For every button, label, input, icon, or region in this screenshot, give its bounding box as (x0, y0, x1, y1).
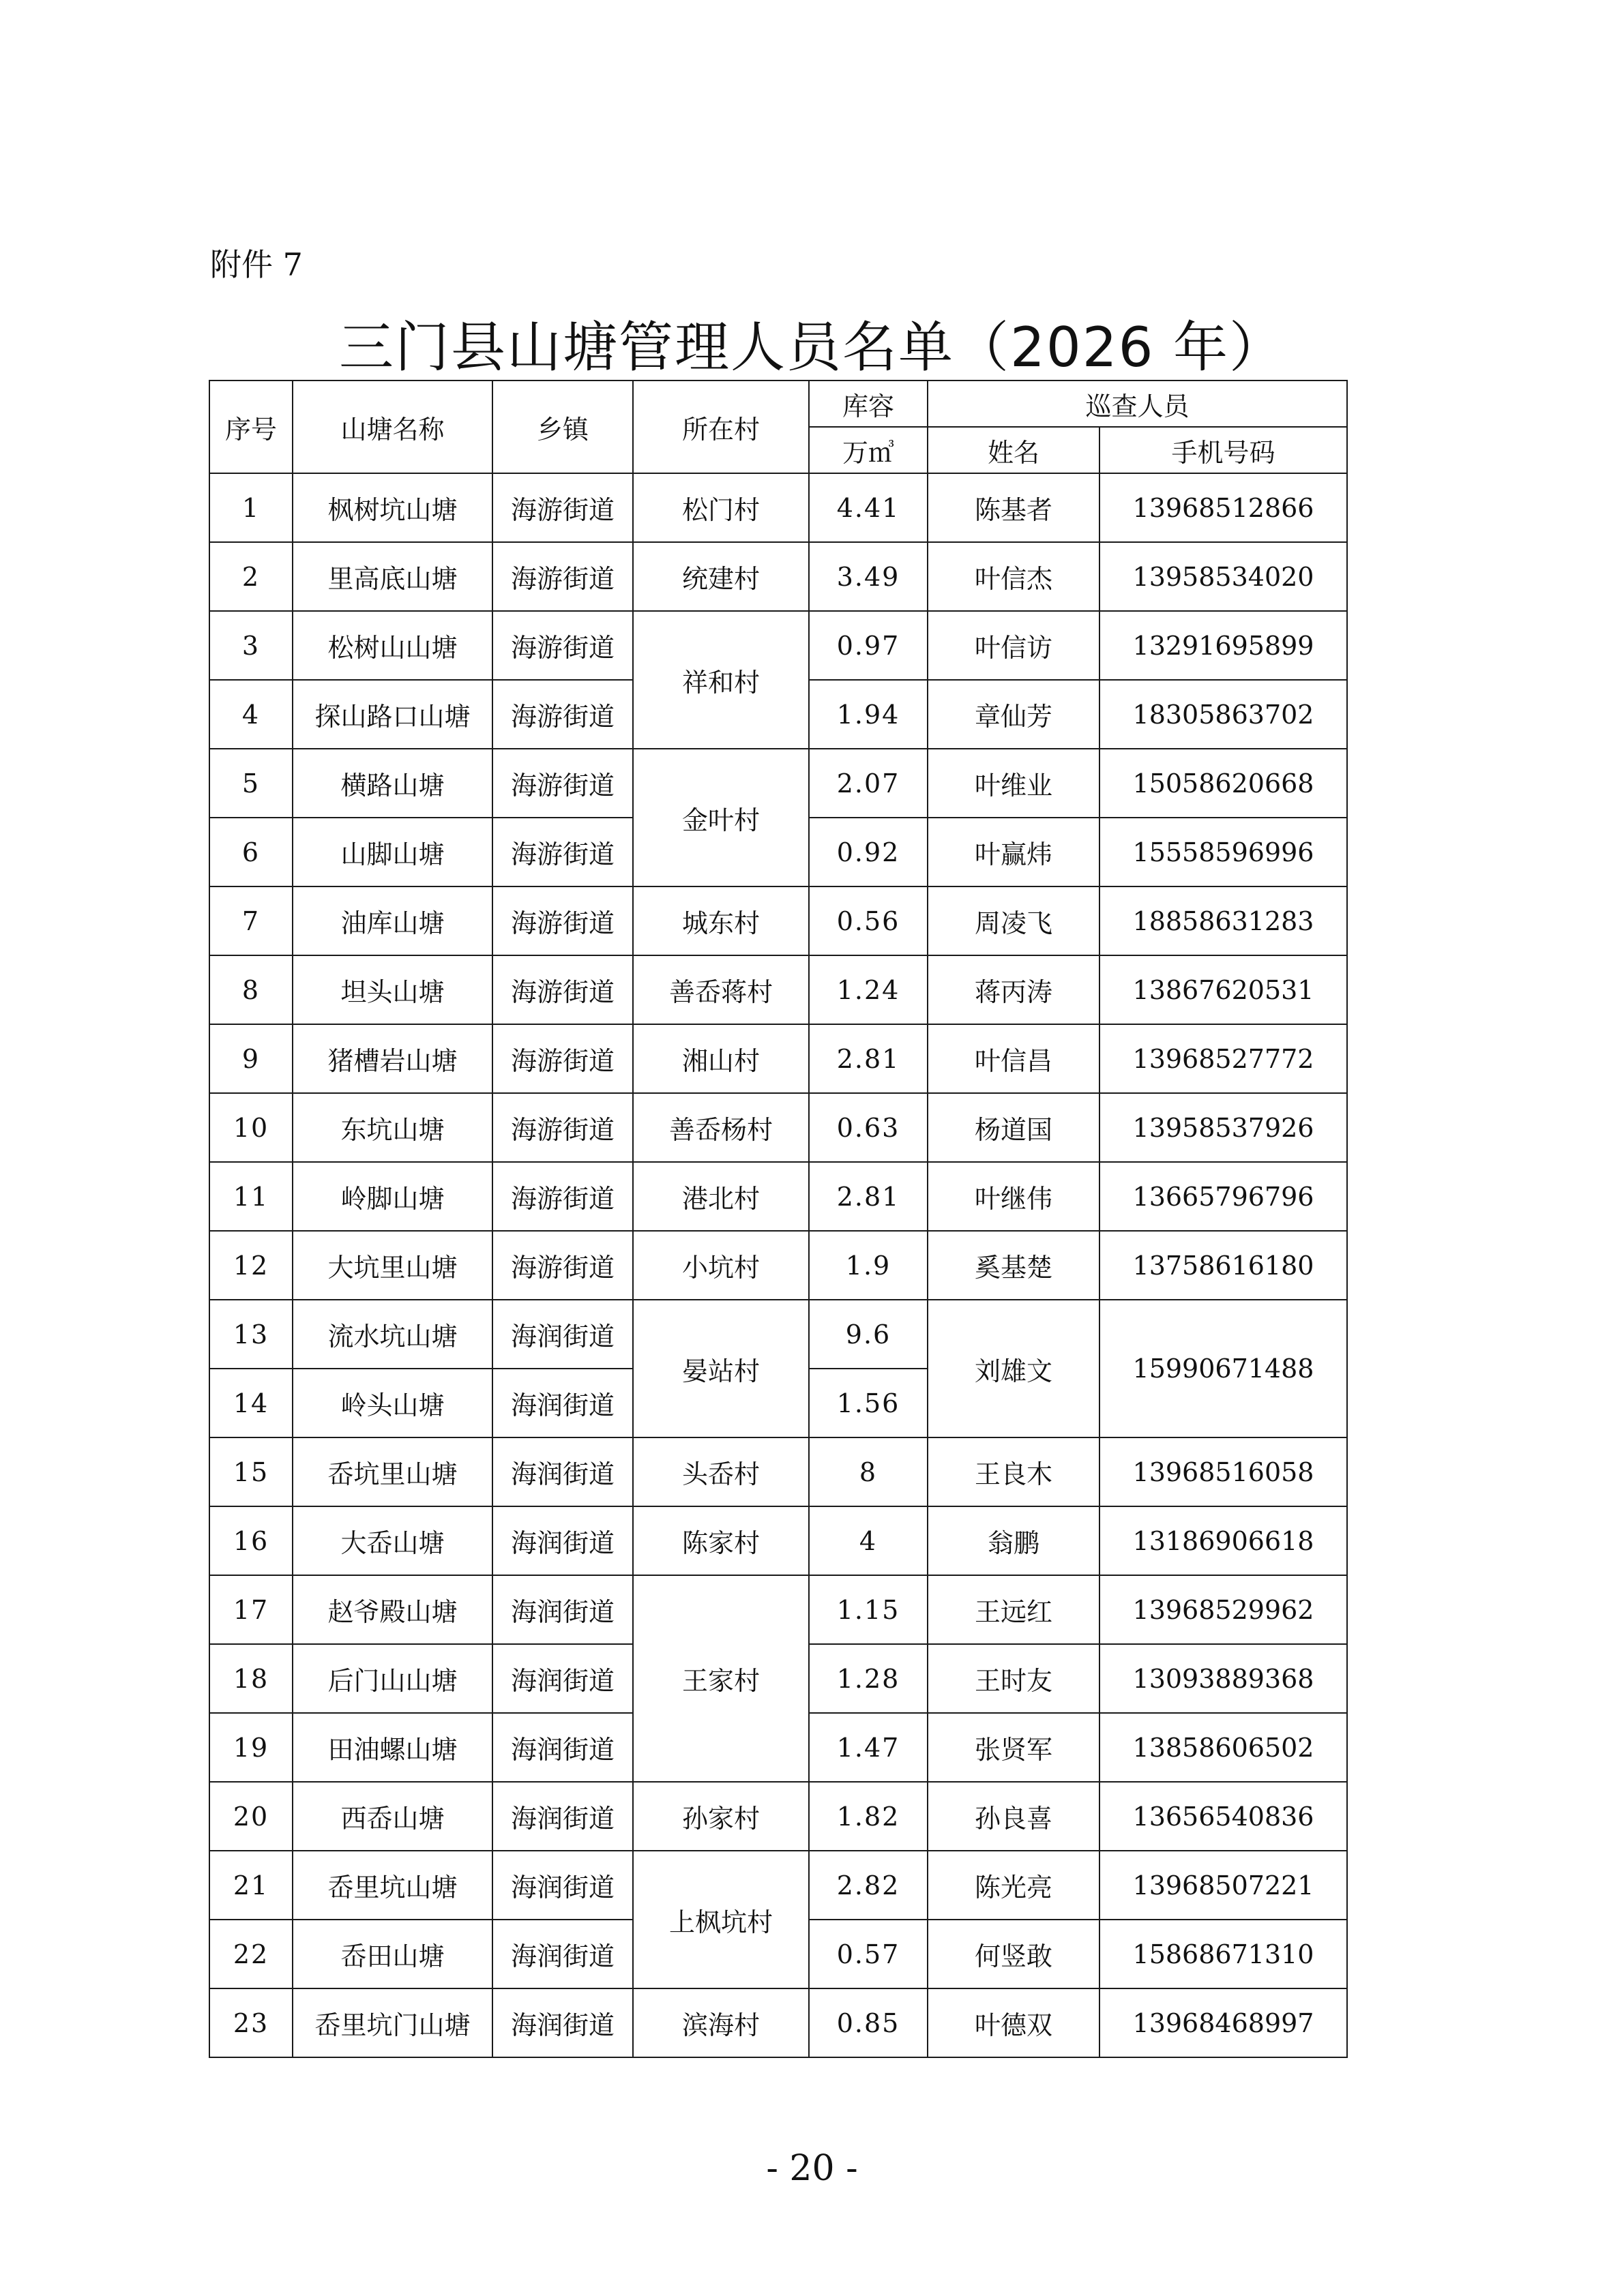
cell-person-name: 叶信访 (928, 611, 1099, 680)
cell-pond-name: 山脚山塘 (293, 818, 492, 886)
cell-capacity: 1.82 (809, 1782, 928, 1851)
table-row (209, 473, 1347, 542)
cell-village: 湘山村 (633, 1024, 809, 1093)
table-row (209, 1782, 1347, 1851)
cell-person-name: 叶信昌 (928, 1024, 1099, 1093)
table-row (209, 1575, 1347, 1644)
cell-person-name: 陈光亮 (928, 1851, 1099, 1920)
cell-pond-name: 西岙山塘 (293, 1782, 492, 1851)
cell-town: 海游街道 (492, 680, 633, 749)
cell-phone: 13968527772 (1099, 1024, 1347, 1093)
cell-village: 晏站村 (633, 1300, 809, 1437)
cell-phone: 13858606502 (1099, 1713, 1347, 1782)
cell-seq: 2 (209, 542, 293, 611)
cell-town: 海润街道 (492, 1851, 633, 1920)
cell-town: 海润街道 (492, 1988, 633, 2057)
cell-town: 海润街道 (492, 1713, 633, 1782)
cell-capacity: 1.94 (809, 680, 928, 749)
cell-seq: 13 (209, 1300, 293, 1369)
cell-capacity: 0.85 (809, 1988, 928, 2057)
header-seq: 序号 (209, 381, 293, 473)
cell-town: 海游街道 (492, 611, 633, 680)
table-row (209, 1300, 1347, 1369)
cell-capacity: 8 (809, 1437, 928, 1506)
cell-town: 海游街道 (492, 1024, 633, 1093)
cell-phone: 13968512866 (1099, 473, 1347, 542)
cell-capacity: 1.28 (809, 1644, 928, 1713)
cell-pond-name: 枫树坑山塘 (293, 473, 492, 542)
cell-person-name: 章仙芳 (928, 680, 1099, 749)
cell-phone: 15990671488 (1099, 1300, 1347, 1437)
cell-phone: 13186906618 (1099, 1506, 1347, 1575)
cell-phone: 13968507221 (1099, 1851, 1347, 1920)
cell-village: 小坑村 (633, 1231, 809, 1300)
cell-capacity: 1.9 (809, 1231, 928, 1300)
header-capacity-unit: 万㎥ (809, 427, 928, 473)
cell-person-name: 叶维业 (928, 749, 1099, 818)
cell-seq: 18 (209, 1644, 293, 1713)
pond-manager-table (209, 380, 1348, 2058)
cell-seq: 6 (209, 818, 293, 886)
cell-town: 海游街道 (492, 1093, 633, 1162)
cell-capacity: 0.97 (809, 611, 928, 680)
cell-pond-name: 岙里坑山塘 (293, 1851, 492, 1920)
cell-pond-name: 岙里坑门山塘 (293, 1988, 492, 2057)
cell-pond-name: 坦头山塘 (293, 955, 492, 1024)
cell-seq: 14 (209, 1369, 293, 1437)
cell-town: 海润街道 (492, 1782, 633, 1851)
cell-town: 海润街道 (492, 1369, 633, 1437)
cell-person-name: 叶继伟 (928, 1162, 1099, 1231)
cell-pond-name: 油库山塘 (293, 886, 492, 955)
cell-pond-name: 流水坑山塘 (293, 1300, 492, 1369)
cell-seq: 20 (209, 1782, 293, 1851)
cell-capacity: 2.82 (809, 1851, 928, 1920)
table-row (209, 1024, 1347, 1093)
cell-seq: 1 (209, 473, 293, 542)
cell-town: 海润街道 (492, 1506, 633, 1575)
cell-phone: 13093889368 (1099, 1644, 1347, 1713)
header-pond-name: 山塘名称 (293, 381, 492, 473)
cell-capacity: 0.92 (809, 818, 928, 886)
cell-person-name: 陈基者 (928, 473, 1099, 542)
cell-village: 孙家村 (633, 1782, 809, 1851)
cell-person-name: 王时友 (928, 1644, 1099, 1713)
cell-pond-name: 岙田山塘 (293, 1920, 492, 1988)
cell-town: 海润街道 (492, 1920, 633, 1988)
cell-capacity: 4.41 (809, 473, 928, 542)
cell-village: 祥和村 (633, 611, 809, 749)
cell-pond-name: 探山路口山塘 (293, 680, 492, 749)
header-town: 乡镇 (492, 381, 633, 473)
cell-capacity: 0.63 (809, 1093, 928, 1162)
cell-phone: 13958534020 (1099, 542, 1347, 611)
table-row (209, 542, 1347, 611)
cell-capacity: 9.6 (809, 1300, 928, 1369)
cell-town: 海润街道 (492, 1575, 633, 1644)
cell-person-name: 周凌飞 (928, 886, 1099, 955)
cell-person-name: 奚基楚 (928, 1231, 1099, 1300)
cell-person-name: 叶信杰 (928, 542, 1099, 611)
cell-phone: 13656540836 (1099, 1782, 1347, 1851)
cell-capacity: 1.24 (809, 955, 928, 1024)
cell-seq: 23 (209, 1988, 293, 2057)
cell-phone: 13867620531 (1099, 955, 1347, 1024)
cell-town: 海游街道 (492, 1231, 633, 1300)
table-row (209, 886, 1347, 955)
cell-seq: 21 (209, 1851, 293, 1920)
cell-town: 海游街道 (492, 749, 633, 818)
cell-phone: 13968516058 (1099, 1437, 1347, 1506)
cell-phone: 13968468997 (1099, 1988, 1347, 2057)
cell-village: 善岙蒋村 (633, 955, 809, 1024)
cell-capacity: 1.47 (809, 1713, 928, 1782)
page-number: - 20 - (766, 2148, 858, 2189)
cell-person-name: 翁鹏 (928, 1506, 1099, 1575)
cell-phone: 13665796796 (1099, 1162, 1347, 1231)
cell-seq: 19 (209, 1713, 293, 1782)
cell-phone: 13968529962 (1099, 1575, 1347, 1644)
cell-town: 海润街道 (492, 1437, 633, 1506)
cell-town: 海游街道 (492, 542, 633, 611)
cell-seq: 11 (209, 1162, 293, 1231)
cell-pond-name: 大岙山塘 (293, 1506, 492, 1575)
cell-seq: 8 (209, 955, 293, 1024)
page-title: 三门县山塘管理人员名单（2026 年） (338, 316, 1286, 379)
cell-pond-name: 赵爷殿山塘 (293, 1575, 492, 1644)
cell-town: 海润街道 (492, 1644, 633, 1713)
cell-village: 陈家村 (633, 1506, 809, 1575)
cell-pond-name: 东坑山塘 (293, 1093, 492, 1162)
cell-town: 海游街道 (492, 886, 633, 955)
cell-capacity: 3.49 (809, 542, 928, 611)
table-row (209, 955, 1347, 1024)
cell-village: 松门村 (633, 473, 809, 542)
table-row (209, 749, 1347, 818)
cell-pond-name: 大坑里山塘 (293, 1231, 492, 1300)
header-village: 所在村 (633, 381, 809, 473)
table-row (209, 1988, 1347, 2057)
cell-seq: 9 (209, 1024, 293, 1093)
table-row (209, 611, 1347, 680)
cell-person-name: 杨道国 (928, 1093, 1099, 1162)
cell-village: 上枫坑村 (633, 1851, 809, 1988)
cell-pond-name: 松树山山塘 (293, 611, 492, 680)
cell-capacity: 2.81 (809, 1024, 928, 1093)
cell-person-name: 王良木 (928, 1437, 1099, 1506)
cell-town: 海游街道 (492, 955, 633, 1024)
cell-pond-name: 里高底山塘 (293, 542, 492, 611)
cell-pond-name: 岙坑里山塘 (293, 1437, 492, 1506)
attachment-label: 附件 7 (210, 246, 303, 283)
cell-pond-name: 田油螺山塘 (293, 1713, 492, 1782)
table-row (209, 1093, 1347, 1162)
cell-phone: 15558596996 (1099, 818, 1347, 886)
cell-pond-name: 岭头山塘 (293, 1369, 492, 1437)
cell-seq: 22 (209, 1920, 293, 1988)
cell-seq: 16 (209, 1506, 293, 1575)
cell-seq: 5 (209, 749, 293, 818)
cell-pond-name: 猪槽岩山塘 (293, 1024, 492, 1093)
cell-phone: 13958537926 (1099, 1093, 1347, 1162)
cell-seq: 10 (209, 1093, 293, 1162)
cell-pond-name: 后门山山塘 (293, 1644, 492, 1713)
cell-phone: 13291695899 (1099, 611, 1347, 680)
cell-village: 统建村 (633, 542, 809, 611)
cell-capacity: 2.81 (809, 1162, 928, 1231)
cell-person-name: 王远红 (928, 1575, 1099, 1644)
cell-person-name: 叶德双 (928, 1988, 1099, 2057)
table-row (209, 1851, 1347, 1920)
cell-person-name: 何竖敢 (928, 1920, 1099, 1988)
header-person-name: 姓名 (928, 427, 1099, 473)
cell-phone: 15868671310 (1099, 1920, 1347, 1988)
cell-seq: 7 (209, 886, 293, 955)
cell-phone: 15058620668 (1099, 749, 1347, 818)
cell-village: 港北村 (633, 1162, 809, 1231)
cell-capacity: 1.56 (809, 1369, 928, 1437)
table-row (209, 1162, 1347, 1231)
cell-seq: 17 (209, 1575, 293, 1644)
cell-capacity: 0.57 (809, 1920, 928, 1988)
header-patrol-personnel: 巡查人员 (928, 381, 1347, 427)
cell-village: 王家村 (633, 1575, 809, 1782)
table-row (209, 1231, 1347, 1300)
cell-village: 金叶村 (633, 749, 809, 886)
cell-town: 海润街道 (492, 1300, 633, 1369)
cell-capacity: 0.56 (809, 886, 928, 955)
table-header-row (209, 381, 1347, 427)
cell-town: 海游街道 (492, 818, 633, 886)
cell-phone: 13758616180 (1099, 1231, 1347, 1300)
cell-seq: 12 (209, 1231, 293, 1300)
cell-capacity: 4 (809, 1506, 928, 1575)
cell-pond-name: 岭脚山塘 (293, 1162, 492, 1231)
table-row (209, 1437, 1347, 1506)
cell-capacity: 1.15 (809, 1575, 928, 1644)
header-phone: 手机号码 (1099, 427, 1347, 473)
cell-village: 城东村 (633, 886, 809, 955)
cell-village: 头岙村 (633, 1437, 809, 1506)
cell-town: 海游街道 (492, 473, 633, 542)
cell-person-name: 叶赢炜 (928, 818, 1099, 886)
header-capacity: 库容 (809, 381, 928, 427)
cell-village: 善岙杨村 (633, 1093, 809, 1162)
cell-village: 滨海村 (633, 1988, 809, 2057)
cell-phone: 18858631283 (1099, 886, 1347, 955)
table-row (209, 1506, 1347, 1575)
cell-person-name: 孙良喜 (928, 1782, 1099, 1851)
cell-seq: 3 (209, 611, 293, 680)
cell-seq: 15 (209, 1437, 293, 1506)
cell-seq: 4 (209, 680, 293, 749)
cell-town: 海游街道 (492, 1162, 633, 1231)
cell-person-name: 张贤军 (928, 1713, 1099, 1782)
cell-phone: 18305863702 (1099, 680, 1347, 749)
cell-person-name: 蒋丙涛 (928, 955, 1099, 1024)
cell-capacity: 2.07 (809, 749, 928, 818)
cell-person-name: 刘雄文 (928, 1300, 1099, 1437)
cell-pond-name: 横路山塘 (293, 749, 492, 818)
